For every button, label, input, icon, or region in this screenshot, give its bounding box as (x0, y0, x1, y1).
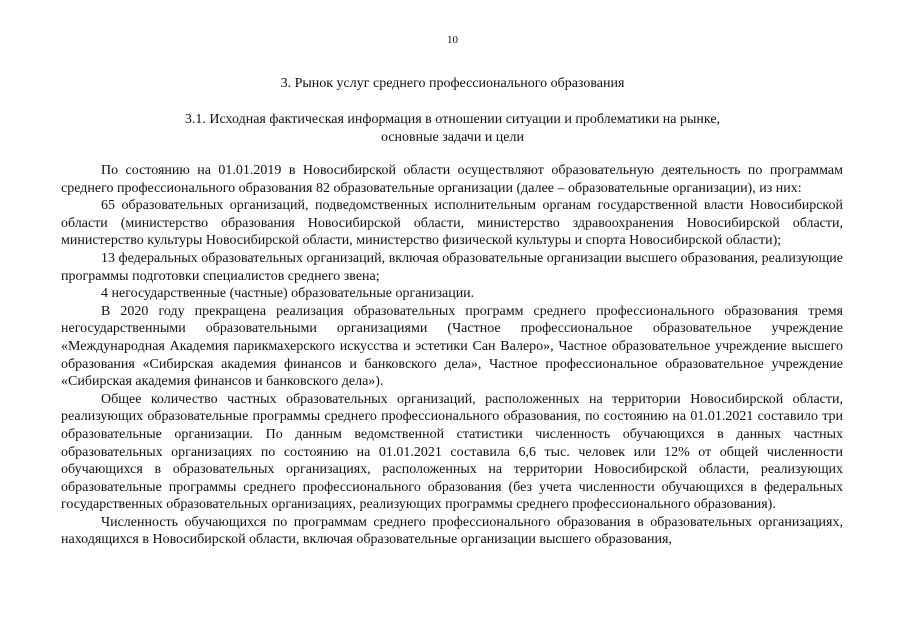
paragraph-private-count: Общее количество частных образовательных организаций, расположенных на территории Новосибирской области, реализующих образовательные программы среднего профессионального образования, по состоянию на 01.01.2021 составило три образовательные организации. По данным ведомственной статистики численность обучающихся в данных частных образовательных организациях по состоянию на 01.01.2021 составила 6,6 тыс. человек или 12% от общей численности обучающихся в образовательных организациях, расположенных на территории Новосибирской области, реализующих образовательные программы среднего профессионального образования (без учета численности обучающихся в федеральных государственных образовательных организациях, реализующих программы среднего профессионального образования). (61, 391, 843, 513)
subsection-title-line-1: 3.1. Исходная фактическая информация в отношении ситуации и проблематики на рынке, (184, 112, 721, 127)
subsection-title (0, 111, 905, 147)
paragraph-regional-organizations: 65 образовательных организаций, подведомственных исполнительным органам государственной власти Новосибирской области (министерство образования Новосибирской области, министерство здравоохранения Новосибирской области, министерство культуры Новосибирской области, министерство физической культуры и спорта Новосибирской области); (61, 198, 843, 249)
page-number: 10 (447, 34, 458, 46)
section-title: 3. Рынок услуг среднего профессионального образования (280, 76, 625, 91)
paragraph-2020-termination: В 2020 году прекращена реализация образовательных программ среднего профессионального образования тремя негосударственными образовательными организациями (Частное профессиональное образовательное учреждение «Международная Академия парикмахерского искусства и эстетики Сан Валеро», Частное образовательное учреждение высшего образования «Сибирская академия финансов и банковского дела», Частное профессиональное образовательное учреждение «Сибирская академия финансов и банковского дела»). (61, 303, 843, 390)
subsection-title-line-2: основные задачи и цели (380, 130, 524, 145)
body-text (61, 162, 843, 549)
paragraph-federal-organizations: 13 федеральных образовательных организаций, включая образовательные организации высшего образования, реализующие программы подготовки специалистов среднего звена; (61, 250, 843, 284)
paragraph-private-organizations: 4 негосударственные (частные) образовательные организации. (101, 286, 475, 302)
paragraph-students-count: Численность обучающихся по программам среднего профессионального образования в образовательных организациях, находящихся в Новосибирской области, включая образовательные организации высшего образования, (61, 514, 843, 548)
paragraph-status-2019: По состоянию на 01.01.2019 в Новосибирской области осуществляют образовательную деятельность по программам среднего профессионального образования 82 образовательные организации (далее – образовательные организации), из них: (61, 163, 843, 196)
